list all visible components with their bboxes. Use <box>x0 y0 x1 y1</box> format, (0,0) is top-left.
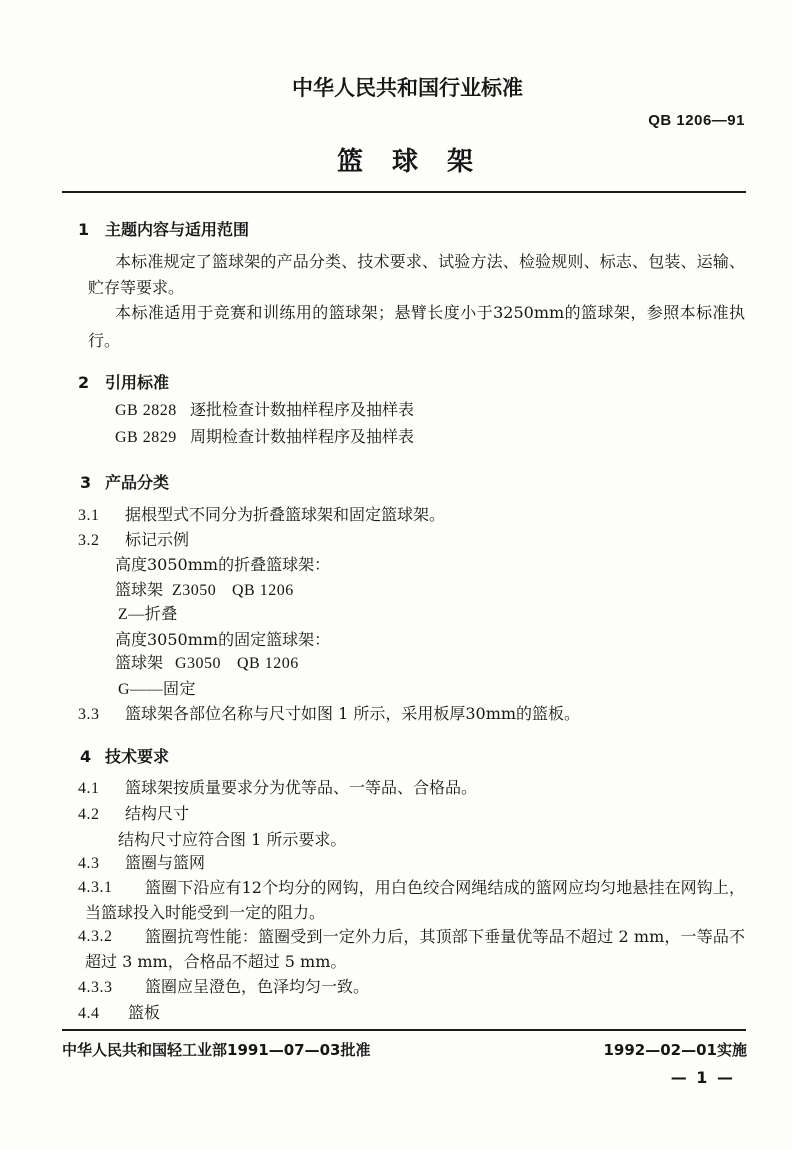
clause-number: 3.3 <box>78 706 100 723</box>
clause-number: 4.1 <box>78 780 100 797</box>
clause-text: 据根型式不同分为折叠篮球架和固定篮球架。 <box>125 505 446 524</box>
marking-model: G3050 <box>175 655 222 672</box>
reference-item <box>115 427 414 448</box>
paragraph-line: 行。 <box>88 331 121 350</box>
document-title: 篮球架 <box>337 147 503 177</box>
approval-note: 中华人民共和国轻工业部1991—07—03批准 <box>62 1041 371 1059</box>
clause-3-1 <box>78 505 445 526</box>
clause-text: 篮球架各部位名称与尺寸如图 1 所示，采用板厚30mm的篮板。 <box>125 704 581 723</box>
reference-item <box>115 400 414 421</box>
marking-model: Z3050 <box>172 582 217 599</box>
marking-example <box>115 580 294 601</box>
reference-title: 逐批检查计数抽样程序及抽样表 <box>190 400 415 419</box>
clause-number: 4.4 <box>78 1005 100 1022</box>
marking-product-name: 篮球架 <box>115 580 164 599</box>
section-number: 1 <box>78 220 90 239</box>
marking-standard: QB 1206 <box>232 582 294 599</box>
reference-code: GB 2828 <box>115 402 177 419</box>
section-3-heading <box>80 473 169 493</box>
clause-number: 3.2 <box>78 532 100 549</box>
marking-legend: Z—折叠 <box>118 606 178 623</box>
section-title: 产品分类 <box>105 473 170 492</box>
reference-code: GB 2829 <box>115 429 177 446</box>
paragraph-line: 当篮球投入时能受到一定的阻力。 <box>85 903 326 922</box>
section-title: 主题内容与适用范围 <box>105 220 250 239</box>
example-description: 高度3050mm的固定篮球架： <box>115 630 331 649</box>
section-number: 4 <box>80 747 92 766</box>
clause-4-3-3 <box>78 977 369 998</box>
clause-3-3 <box>78 704 580 725</box>
section-1-heading <box>78 220 249 240</box>
clause-text: 篮圈与篮网 <box>125 853 206 872</box>
clause-body: 结构尺寸应符合图 1 所示要求。 <box>118 830 347 849</box>
clause-text: 结构尺寸 <box>125 804 190 823</box>
reference-title: 周期检查计数抽样程序及抽样表 <box>190 427 415 446</box>
page-number: — 1 — <box>670 1068 735 1087</box>
standard-code: QB 1206—91 <box>648 112 745 129</box>
clause-number: 4.2 <box>78 806 100 823</box>
footer-rule <box>62 1029 746 1031</box>
paragraph-line: 篮圈抗弯性能：篮圈受到一定外力后，其顶部下垂量优等品不超过 2 mm，一等品不 <box>145 927 745 946</box>
clause-4-3 <box>78 853 205 874</box>
clause-3-2 <box>78 530 189 551</box>
paragraph-line: 超过 3 mm，合格品不超过 5 mm。 <box>85 952 347 971</box>
clause-4-1 <box>78 778 477 799</box>
paragraph-line: 本标准规定了篮球架的产品分类、技术要求、试验方法、检验规则、标志、包装、运输、 <box>115 252 745 271</box>
header-rule <box>62 191 746 193</box>
section-title: 引用标准 <box>105 373 170 392</box>
clause-number: 4.3.2 <box>78 928 113 945</box>
section-number: 3 <box>80 473 92 492</box>
clause-text: 篮圈应呈澄色，色泽均匀一致。 <box>145 977 370 996</box>
paragraph-line: 本标准适用于竞赛和训练用的篮球架；悬臂长度小于3250mm的篮球架，参照本标准执 <box>115 303 745 322</box>
clause-number: 4.3 <box>78 855 100 872</box>
section-2-heading <box>78 373 169 393</box>
section-title: 技术要求 <box>105 747 170 766</box>
clause-4-4 <box>78 1003 160 1024</box>
marking-standard: QB 1206 <box>237 655 299 672</box>
marking-product-name: 篮球架 <box>115 653 164 672</box>
clause-text: 标记示例 <box>125 530 190 549</box>
clause-number: 3.1 <box>78 507 100 524</box>
section-number: 2 <box>78 373 90 392</box>
paragraph-line: 贮存等要求。 <box>88 278 185 297</box>
example-description: 高度3050mm的折叠篮球架： <box>115 555 331 574</box>
marking-legend: G——固定 <box>118 681 197 698</box>
paragraph-line: 篮圈下沿应有12个均分的网钩，用白色绞合网绳结成的篮网应均匀地悬挂在网钩上， <box>145 878 745 897</box>
clause-text: 篮球架按质量要求分为优等品、一等品、合格品。 <box>125 778 478 797</box>
issuing-body-header: 中华人民共和国行业标准 <box>292 76 523 100</box>
effective-date: 1992—02—01实施 <box>603 1041 747 1059</box>
marking-example <box>115 653 299 674</box>
clause-number: 4.3.3 <box>78 979 113 996</box>
clause-number: 4.3.1 <box>78 879 113 896</box>
section-4-heading <box>80 747 169 767</box>
clause-text: 篮板 <box>128 1003 161 1022</box>
clause-4-2 <box>78 804 189 825</box>
